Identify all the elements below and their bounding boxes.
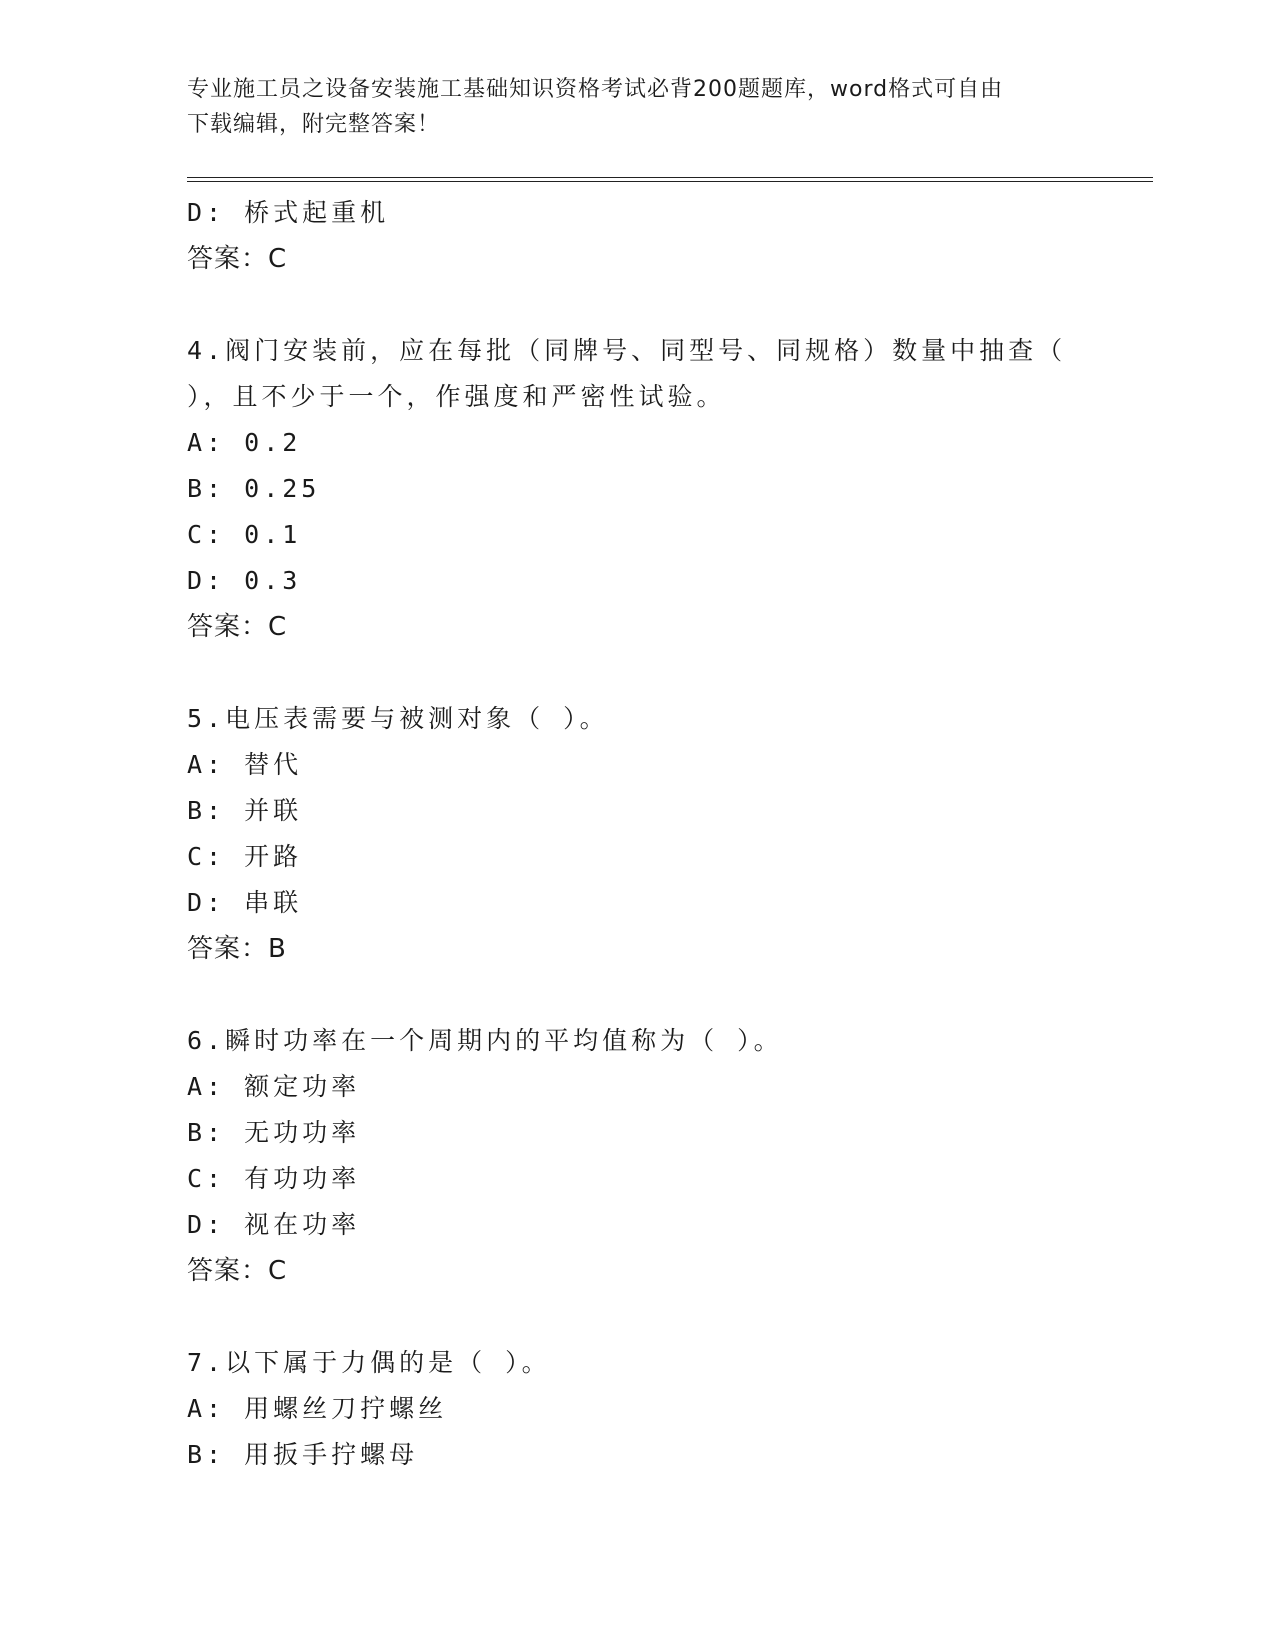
header-line-1: 专业施工员之设备安装施工基础知识资格考试必背200题题库，word格式可自由 (187, 77, 1004, 102)
option-b: B: 用扳手拧螺母 (187, 1440, 419, 1469)
spacer (187, 650, 1087, 696)
option-d: D: 视在功率 (187, 1210, 361, 1239)
option-c: C: 开路 (187, 842, 303, 871)
question-stem: 7.以下属于力偶的是（ ）。 (187, 1348, 551, 1377)
spacer (187, 282, 1087, 328)
question-stem: 5.电压表需要与被测对象（ ）。 (187, 704, 609, 733)
header-line-2: 下载编辑，附完整答案！ (187, 112, 441, 137)
option-b: B: 并联 (187, 796, 303, 825)
option-b: B: 无功功率 (187, 1118, 361, 1147)
option-c: C: 0.1 (187, 520, 302, 549)
option-a: A: 替代 (187, 750, 303, 779)
option-b: B: 0.25 (187, 474, 321, 503)
spacer (187, 972, 1087, 1018)
option-c: C: 有功功率 (187, 1164, 361, 1193)
question-7 (187, 1340, 1087, 1478)
question-content (187, 190, 1087, 1478)
answer-line: 答案：C (187, 612, 288, 642)
spacer (187, 1294, 1087, 1340)
question-stem: 4.阀门安装前，应在每批（同牌号、同型号、同规格）数量中抽查（ (187, 336, 1067, 365)
question-6 (187, 1018, 1087, 1294)
option-d: D: 串联 (187, 888, 303, 917)
answer-line: 答案：C (187, 1256, 288, 1286)
option-d: D: 桥式起重机 (187, 198, 390, 227)
question-stem-continued: ），且不少于一个，作强度和严密性试验。 (187, 382, 726, 411)
answer-line: 答案：C (187, 244, 288, 274)
document-header (187, 72, 1087, 142)
answer-line: 答案：B (187, 934, 287, 964)
option-a: A: 额定功率 (187, 1072, 361, 1101)
header-divider-bottom (187, 181, 1153, 182)
question-4 (187, 328, 1087, 650)
question-stem: 6.瞬时功率在一个周期内的平均值称为（ ）。 (187, 1026, 783, 1055)
question-5 (187, 696, 1087, 972)
option-a: A: 0.2 (187, 428, 302, 457)
option-a: A: 用螺丝刀拧螺丝 (187, 1394, 448, 1423)
option-d: D: 0.3 (187, 566, 302, 595)
header-divider-top (187, 177, 1153, 178)
